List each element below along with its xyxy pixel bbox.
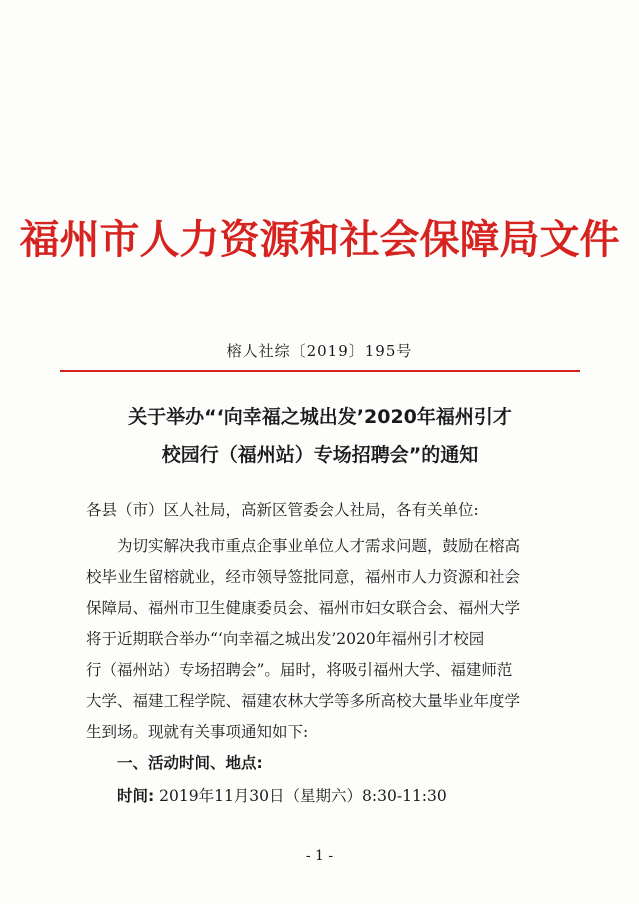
paragraph-line: 为切实解决我市重点企事业单位人才需求问题，鼓励在榕高: [117, 537, 521, 555]
paragraph-line: 保障局、福州市卫生健康委员会、福州市妇女联合会、福州大学: [86, 599, 521, 617]
paragraph-line: 大学、福建工程学院、福建农林大学等多所高校大量毕业年度学: [86, 692, 521, 710]
time-label: 时间:: [117, 787, 155, 805]
notice-title-line-2: 校园行（福州站）专场招聘会”的通知: [161, 444, 479, 466]
time-value: 2019年11月30日（星期六）8:30-11:30: [159, 787, 447, 805]
red-divider-line: [60, 370, 580, 372]
salutation: 各县（市）区人社局，高新区管委会人社局，各有关单位:: [86, 501, 479, 519]
section-heading-time-location: 一、活动时间、地点:: [117, 754, 263, 772]
paragraph-line: 将于近期联合举办“‘向幸福之城出发’2020年福州引才校园: [86, 630, 485, 648]
notice-title: [60, 398, 580, 474]
event-time-line: [117, 781, 447, 812]
page-number: - 1 -: [305, 848, 334, 864]
document-header-title: 福州市人力资源和社会保障局文件: [19, 217, 620, 263]
paragraph-line: 校毕业生留榕就业，经市领导签批同意，福州市人力资源和社会: [86, 568, 521, 586]
notice-title-line-1: 关于举办“‘向幸福之城出发’2020年福州引才: [128, 406, 512, 428]
document-number: 榕人社综〔2019〕195号: [226, 342, 413, 360]
body-paragraph: [86, 531, 556, 748]
paragraph-line: 生到场。现就有关事项通知如下:: [86, 723, 309, 741]
paragraph-line: 行（福州站）专场招聘会”。届时，将吸引福州大学、福建师范: [86, 661, 513, 679]
